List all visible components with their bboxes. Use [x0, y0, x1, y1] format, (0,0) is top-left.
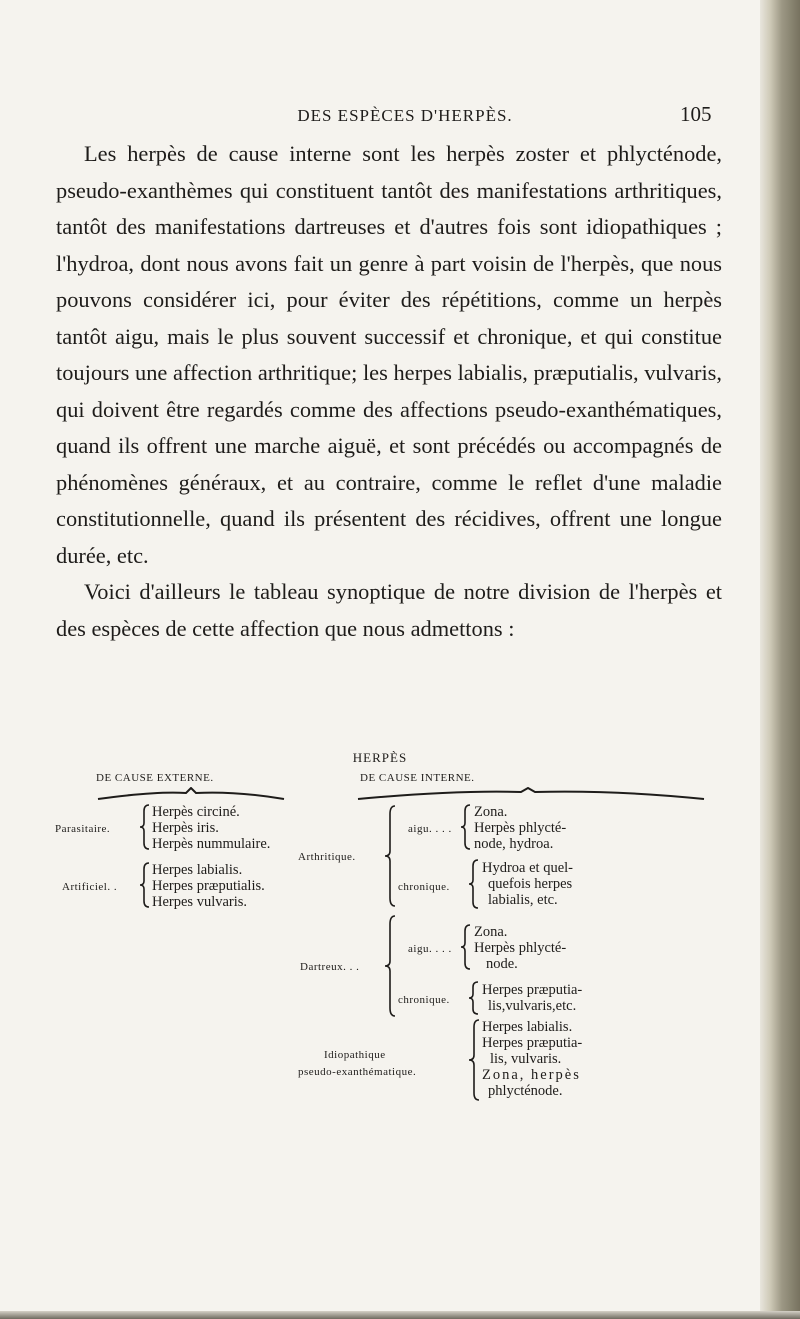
brace-dartreux [384, 914, 398, 1018]
label-idiopathique-2: pseudo-exanthématique. [298, 1066, 417, 1078]
brace-artificiel [139, 861, 151, 909]
brace-arthritique-chronique [468, 858, 480, 910]
page-edge [760, 0, 800, 1319]
idiopathique-item-2: Herpes præputia- [482, 1035, 583, 1051]
dartreux-chronique-item-2: lis,vulvaris,etc. [488, 998, 577, 1014]
dartreux-aigu-item-1: Zona. [474, 924, 508, 940]
brace-dartreux-aigu [460, 923, 472, 971]
idiopathique-item-4: Zona, herpès [482, 1067, 581, 1083]
brace-arthritique [384, 804, 398, 908]
dartreux-chronique-label: chronique. [398, 994, 450, 1006]
arthritique-aigu-item-1: Zona. [474, 804, 508, 820]
parasitaire-item-2: Herpès iris. [152, 820, 219, 836]
page-header [0, 100, 760, 130]
brace-arthritique-aigu [460, 803, 472, 851]
artificiel-item-2: Herpes præputialis. [152, 878, 265, 894]
dartreux-aigu-label: aigu. . . . [408, 943, 452, 955]
paragraph-1: Les herpès de cause interne sont les herpès zoster et phlycténode, pseudo-exanthèmes qui constituent tantôt des manifestations arthritiques, tantôt des manifestations dartreuses et d'autres fois sont idiopathiques ; l'hydroa, dont nous avons fait un genre à part voisin de l'herpès, que nous pouvons considérer ici, pour éviter des répétitions, comme un herpès tantôt aigu, mais le plus souvent successif et chronique, et qui constitue toujours une affection arthritique; les herpes labialis, præputialis, vulvaris, qui doivent être regardés comme des affections pseudo-exanthématiques, quand ils offrent une marche aiguë, et sont précédés ou accompagnés de phénomènes généraux, et au contraire, comme le reflet d'une maladie constitutionnelle, quand ils présentent des récidives, offrent une longue durée, etc. [56, 141, 722, 568]
parasitaire-item-1: Herpès circiné. [152, 804, 240, 820]
page-number: 105 [680, 102, 712, 126]
dartreux-aigu-item-2: Herpès phlycté- [474, 940, 567, 956]
brace-idiopathique [468, 1018, 482, 1102]
running-head: DES ESPÈCES D'HERPÈS. [297, 106, 513, 125]
arthritique-chronique-item-3: labialis, etc. [488, 892, 558, 908]
body-text [56, 136, 722, 647]
interne-label: DE CAUSE INTERNE. [360, 772, 475, 784]
parasitaire-item-3: Herpès nummulaire. [152, 836, 271, 852]
dartreux-chronique-item-1: Herpes præputia- [482, 982, 583, 998]
arthritique-aigu-label: aigu. . . . [408, 823, 452, 835]
label-artificiel: Artificiel. . [62, 881, 118, 893]
arthritique-chronique-label: chronique. [398, 881, 450, 893]
idiopathique-item-3: lis, vulvaris. [490, 1051, 562, 1067]
idiopathique-item-1: Herpes labialis. [482, 1019, 573, 1035]
label-dartreux: Dartreux. . . [300, 961, 360, 973]
interne-curve [356, 787, 706, 801]
synoptic-title: HERPÈS [352, 750, 408, 765]
externe-curve [96, 787, 286, 801]
arthritique-aigu-item-2: Herpès phlycté- [474, 820, 567, 836]
externe-label: DE CAUSE EXTERNE. [96, 772, 214, 784]
brace-dartreux-chronique [468, 980, 480, 1016]
arthritique-aigu-item-3: node, hydroa. [474, 836, 554, 852]
idiopathique-item-5: phlycténode. [488, 1083, 563, 1099]
label-idiopathique-1: Idiopathique [324, 1049, 386, 1061]
artificiel-item-1: Herpes labialis. [152, 862, 243, 878]
page-bottom-edge [0, 1311, 800, 1319]
brace-parasitaire [139, 803, 151, 851]
dartreux-aigu-item-3: node. [486, 956, 518, 972]
paragraph-2: Voici d'ailleurs le tableau synoptique de notre division de l'herpès et des espèces de cette affection que nous admettons : [56, 579, 722, 641]
label-arthritique: Arthritique. [298, 851, 356, 863]
arthritique-chronique-item-2: quefois herpes [488, 876, 573, 892]
artificiel-item-3: Herpes vulvaris. [152, 894, 248, 910]
arthritique-chronique-item-1: Hydroa et quel- [482, 860, 573, 876]
label-parasitaire: Parasitaire. [55, 823, 111, 835]
